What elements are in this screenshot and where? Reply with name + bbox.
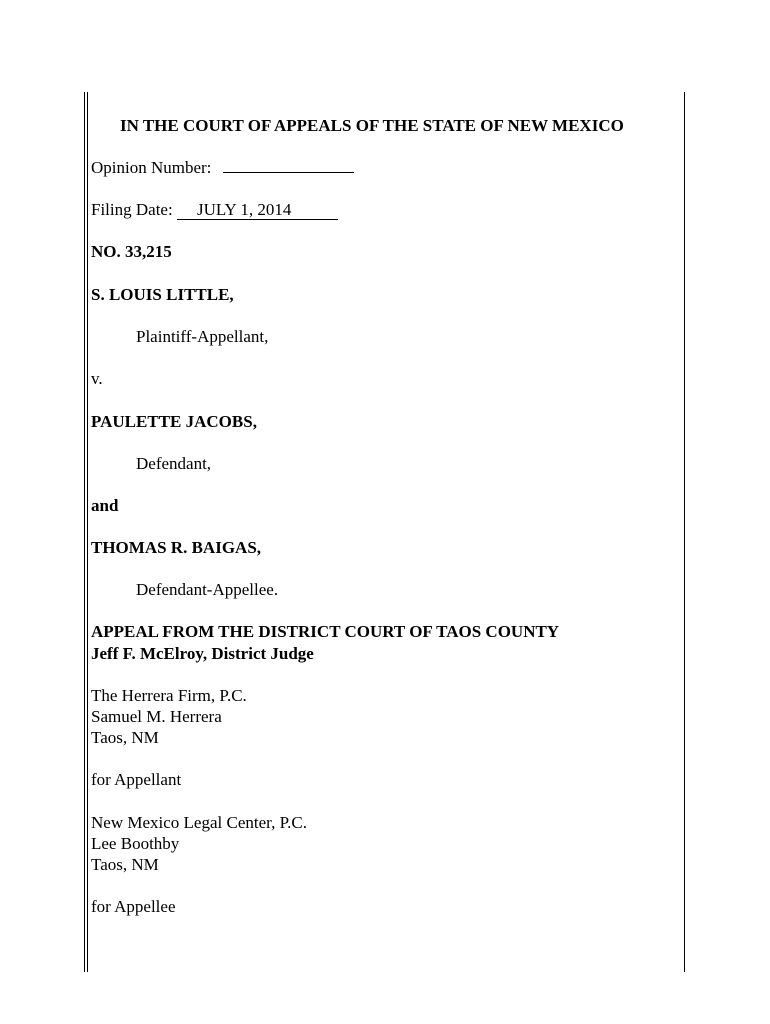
right-margin-rule	[684, 92, 685, 972]
filing-date-value: JULY 1, 2014	[177, 201, 338, 220]
appellant-location: Taos, NM	[91, 728, 159, 747]
defendant1-name: PAULETTE JACOBS,	[91, 412, 257, 431]
appellee-attorney: Lee Boothby	[91, 834, 180, 853]
plaintiff-name: S. LOUIS LITTLE,	[91, 285, 234, 304]
left-margin-rule-outer	[84, 92, 85, 972]
left-margin-rule-inner	[87, 92, 88, 972]
case-number: NO. 33,215	[91, 242, 172, 261]
plaintiff-role: Plaintiff-Appellant,	[136, 327, 269, 346]
filing-date-label: Filing Date:	[91, 200, 173, 219]
appeal-origin: APPEAL FROM THE DISTRICT COURT OF TAOS COUNTY	[91, 622, 560, 641]
defendant1-role: Defendant,	[136, 454, 212, 473]
opinion-number-label: Opinion Number:	[91, 158, 212, 177]
filing-date-row	[91, 200, 338, 220]
appellant-attorney: Samuel M. Herrera	[91, 707, 222, 726]
court-title: IN THE COURT OF APPEALS OF THE STATE OF NEW MEXICO	[120, 116, 624, 135]
appellee-firm: New Mexico Legal Center, P.C.	[91, 813, 308, 832]
versus: v.	[91, 369, 103, 388]
defendant2-role: Defendant-Appellee.	[136, 580, 279, 599]
appellant-firm: The Herrera Firm, P.C.	[91, 686, 247, 705]
defendant2-name: THOMAS R. BAIGAS,	[91, 538, 262, 557]
district-judge: Jeff F. McElroy, District Judge	[91, 644, 314, 663]
conjunction-and: and	[91, 496, 119, 515]
for-appellant: for Appellant	[91, 770, 182, 789]
for-appellee: for Appellee	[91, 897, 176, 916]
opinion-number-row	[91, 158, 354, 178]
opinion-number-value	[223, 158, 354, 173]
appellee-location: Taos, NM	[91, 855, 159, 874]
